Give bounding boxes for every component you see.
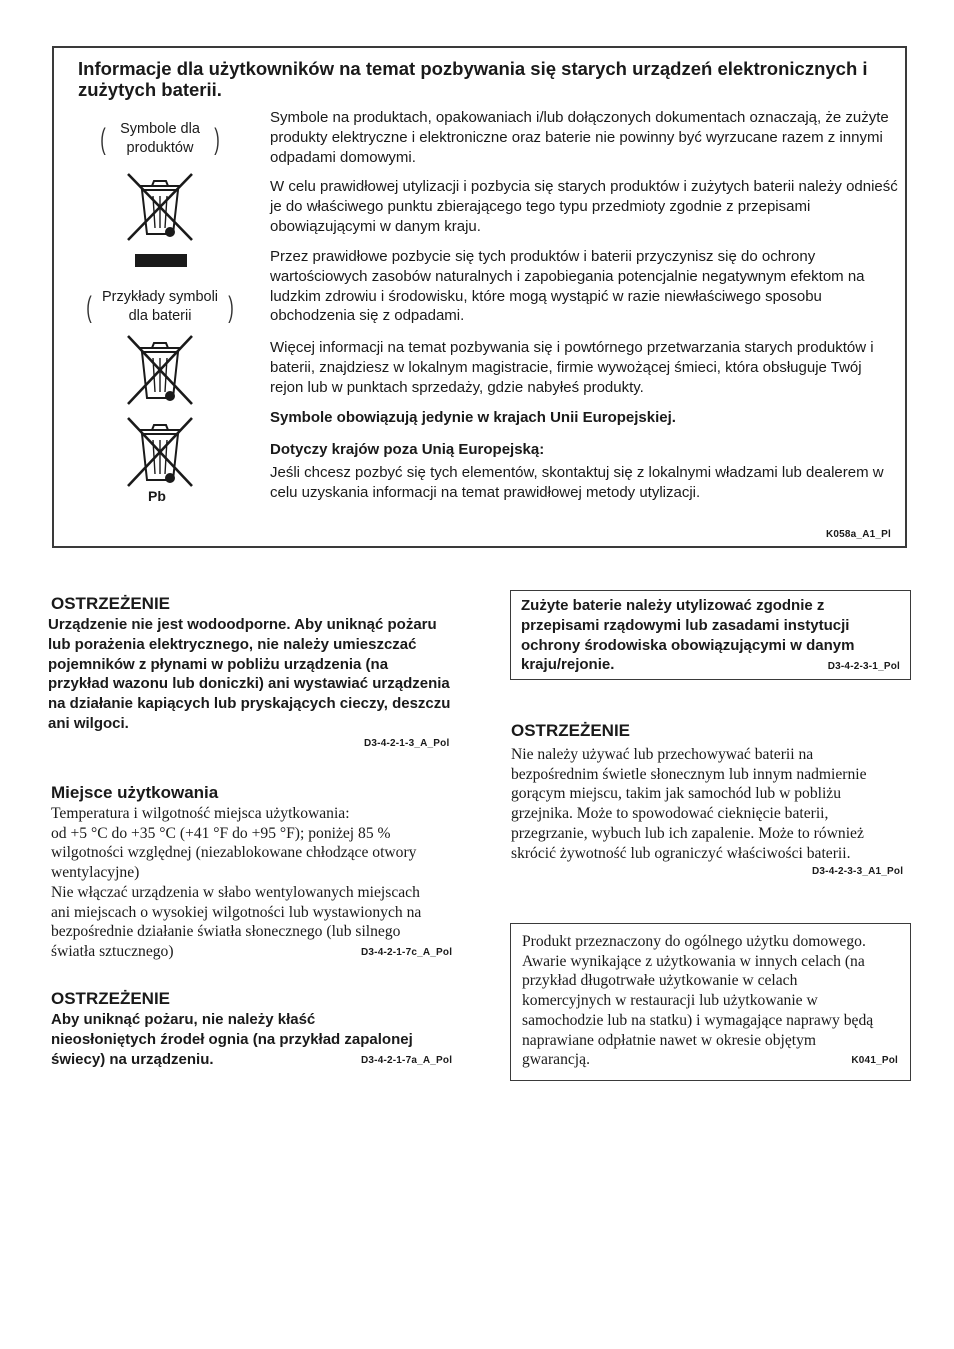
location-code: D3-4-2-1-7c_A_Pol <box>361 947 453 958</box>
warning-fire-heading: OSTRZEŻENIE <box>51 989 171 1008</box>
disposal-code: K058a_A1_Pl <box>825 529 891 540</box>
location-text: Temperatura i wilgotność miejsca użytkowania: od +5 °C do +35 °C (+41 °F do +95 °F); poniżej 85 % wilgotności względnej (niezablokowane chłodzące otwory wentylacyjne) Nie włączać urządzenia w słabo wentylowanych miejscach ani miejscach o wysokiej wilgotności lub wystawionych na bezpośrednie działanie światła słonecznego (lub silnego światła sztucznego) <box>51 805 422 960</box>
household-use-box <box>510 923 911 1081</box>
battery-symbol-label: ( Przykłady symboli dla baterii ) <box>86 289 234 324</box>
disposal-paragraph: W celu prawidłowej utylizacji i pozbycia się starych produktów i zużytych baterii należy odnieść je do właściwego punktu zbierającego tego typu przedmioty zgodnie z przepisami obowiązującymi w danym kraju. <box>270 178 898 235</box>
disposal-paragraph: Przez prawidłowe pozbycie się tych produktów i baterii przyczynisz się do ochrony wartościowych zasobów naturalnych i zapobiegania potencjalnie negatywnym efektom na ludzkim zdrowiu i środowisku, które mogą wystąpić w razie niewłaściwego sposobu obchodzenia się z odpadami. <box>270 248 865 325</box>
crossed-out-bin-icon <box>126 172 194 242</box>
disposal-paragraph: Więcej informacji na temat pozbywania się i powtórnego przetwarzania starych produktów i baterii, znajdziesz w lokalnym magistracie, firmie wywożącej śmieci, która obsługuje Twój rejon lub w punktach sprzedaży, gdzie nabyłeś produkty. <box>270 339 874 396</box>
disposal-paragraph: Symbole na produktach, opakowaniach i/lub dołączonych dokumentach oznaczają, że zużyte produkty elektryczne i elektroniczne oraz baterie nie powinny być wyrzucane razem z innymi odpadami domowymi. <box>270 109 889 166</box>
battery-disposal-box <box>510 590 911 680</box>
non-eu-text: Jeśli chcesz pozbyć się tych elementów, skontaktuj się z lokalnymi władzami lub dealerem w celu uzyskania informacji na temat prawidłowej metody utylizacji. <box>270 464 884 501</box>
warning-water-text: Urządzenie nie jest wodoodporne. Aby uniknąć pożaru lub porażenia elektrycznego, nie należy umieszczać pojemników z płynami w pobliżu urządzenia (na przykład wazonu lub doniczki) ani wystawiać urządzenia na działanie kapiących lub pryskających cieczy, deszczu ani wilgoci. <box>48 616 451 732</box>
household-use-text: Produkt przeznaczony do ogólnego użytku domowego. Awarie wynikające z użytkowania w innych celach (na przykład długotrwałe użytkowanie w celach komercyjnych w restauracji lub użytkowanie w samochodzie lub na statku) i wymagające naprawy będą naprawiane odpłatnie nawet w okresie objętym gwarancją. <box>522 933 874 1069</box>
crossed-out-bin-pb-icon <box>126 416 194 488</box>
location-heading: Miejsce użytkowania <box>51 783 219 802</box>
crossed-out-bin-battery-icon <box>126 334 194 406</box>
battery-disposal-code: D3-4-2-3-1_Pol <box>827 661 900 672</box>
warning-water-heading: OSTRZEŻENIE <box>51 594 171 613</box>
pb-label: Pb <box>148 488 166 504</box>
eu-note: Symbole obowiązują jedynie w krajach Unii Europejskiej. <box>270 409 676 426</box>
product-symbol-label: ( Symbole dla produktów ) <box>100 121 220 156</box>
warning-fire-code: D3-4-2-1-7a_A_Pol <box>361 1055 453 1066</box>
warning-fire-text: Aby uniknąć pożaru, nie należy kłaść nieosłoniętych źrodeł ognia (na przykład zapalonej świecy) na urządzeniu. <box>51 1011 413 1068</box>
household-use-code: K041_Pol <box>851 1055 898 1066</box>
battery-disposal-text: Zużyte baterie należy utylizować zgodnie z przepisami rządowymi lub zasadami instytucji ochrony środowiska obowiązującymi w danym kraju/rejonie. <box>521 597 855 674</box>
warning-battery-code: D3-4-2-3-3_A1_Pol <box>812 866 904 877</box>
disposal-info-title: Informacje dla użytkowników na temat pozbywania się starych urządzeń elektronicznych i zużytych baterii. <box>78 58 868 100</box>
product-bar-icon <box>135 254 187 267</box>
disposal-info-box <box>52 46 907 548</box>
warning-water-code: D3-4-2-1-3_A_Pol <box>364 738 450 749</box>
warning-battery-text: Nie należy używać lub przechowywać baterii na bezpośrednim świetle słonecznym lub innym nadmiernie gorącym miejscu, takim jak samochód lub w pobliżu grzejnika. Może to spowodować cieknięcie baterii, przegrzanie, wybuch lub ich zapalenie. Może to również skrócić żywotność lub ograniczyć właściwości baterii. <box>511 746 867 862</box>
non-eu-heading: Dotyczy krajów poza Unią Europejską: <box>270 441 545 458</box>
warning-battery-heading: OSTRZEŻENIE <box>511 721 631 740</box>
